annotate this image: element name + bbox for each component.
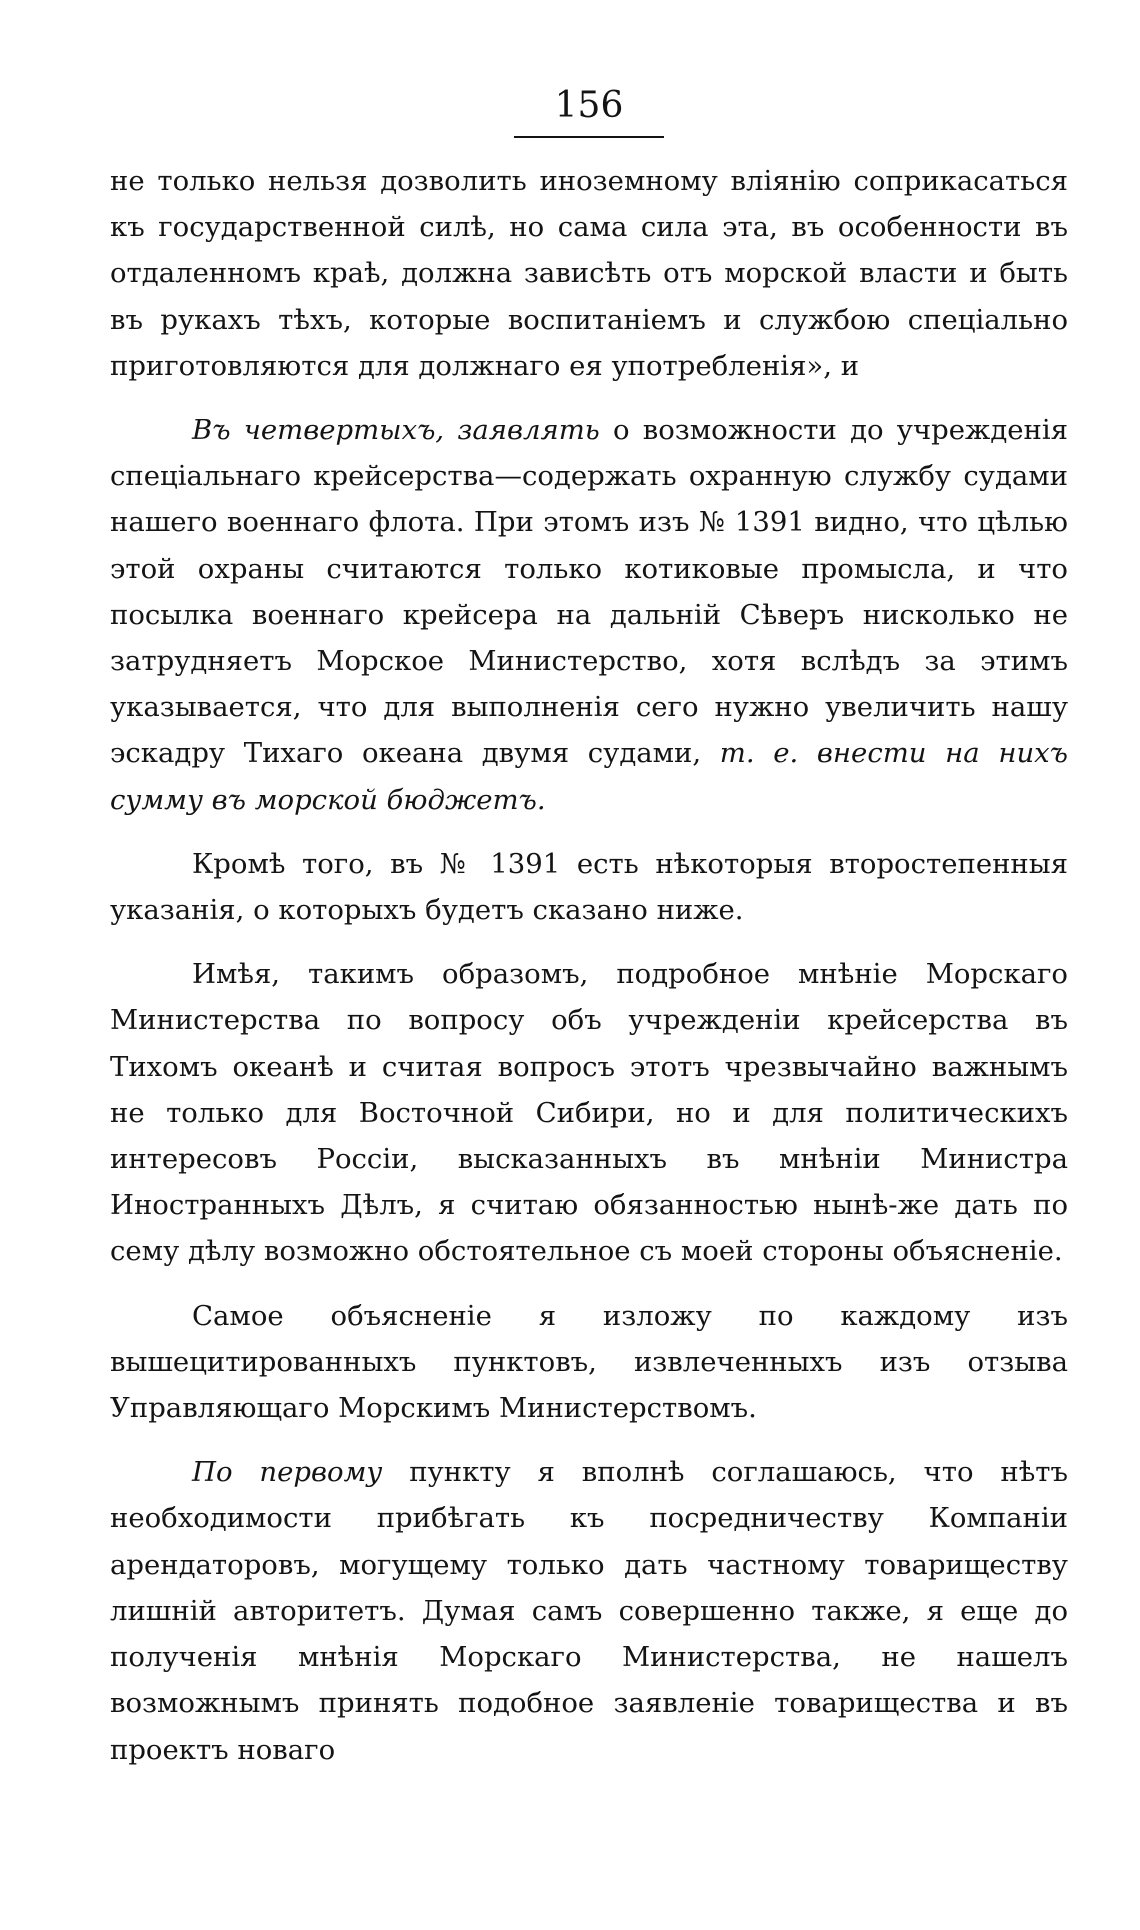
paragraph-1 bbox=[110, 158, 1068, 389]
italic-phrase: Въ четвертыхъ, заявлять bbox=[192, 414, 600, 447]
paragraph-3 bbox=[110, 841, 1068, 933]
paragraph-6 bbox=[110, 1449, 1068, 1772]
paragraph-text: о возможности до учрежденiя спецiальнаго крейсерства—содержать охранную службу судами нашего военнаго флота. При этомъ изъ № 1391 видно, что цѣлью этой охраны считаются только котиковые промысла, и что посылка военнаго крейсера на дальнiй Сѣверъ нисколько не затрудняетъ Морское Министерство, хотя вслѣдъ за этимъ указывается, что для выполненiя сего нужно увеличить нашу эскадру Тихаго океана двумя судами, bbox=[110, 414, 1068, 770]
page-number: 156 bbox=[514, 84, 664, 138]
book-page bbox=[110, 60, 1068, 1791]
italic-phrase: т. е. внести на нихъ сумму въ морской бюджетъ. bbox=[110, 737, 1068, 816]
paragraph-text: Имѣя, такимъ образомъ, подробное мнѣнiе Морскаго Министерства по вопросу объ учрежденiи крейсерства въ Тихомъ океанѣ и считая вопросъ этотъ чрезвычайно важнымъ не только для Восточной Сибири, но и для политическихъ интересовъ Россiи, высказанныхъ въ мнѣнiи Министра Иностранныхъ Дѣлъ, я считаю обязанностью нынѣ-же дать по сему дѣлу возможно обстоятельное съ моей стороны объясненiе. bbox=[110, 958, 1068, 1268]
body-text bbox=[110, 158, 1068, 1773]
paragraph-text: Самое объясненiе я изложу по каждому изъ вышецитированныхъ пунктовъ, извлеченныхъ изъ отзыва Управляющаго Морскимъ Министерствомъ. bbox=[110, 1299, 1068, 1425]
paragraph-4 bbox=[110, 951, 1068, 1274]
italic-phrase: По первому bbox=[192, 1456, 383, 1489]
paragraph-5 bbox=[110, 1293, 1068, 1432]
paragraph-2 bbox=[110, 407, 1068, 823]
paragraph-text: пункту я вполнѣ соглашаюсь, что нѣтъ необходимости прибѣгать къ посредничеству Компанiи арендаторовъ, могущему только дать частному товариществу лишнiй авторитетъ. Думая самъ совершенно также, я еще до полученiя мнѣнiя Морскаго Министерства, не нашелъ возможнымъ принять подобное заявленiе товарищества и въ проектъ новаго bbox=[110, 1456, 1069, 1766]
paragraph-text: Кромѣ того, въ № 1391 есть нѣкоторыя второстепенныя указанiя, о которыхъ будетъ сказано ниже. bbox=[110, 847, 1068, 927]
paragraph-text: не только нельзя дозволить иноземному влiянiю соприкасаться къ государственной силѣ, но сама сила эта, въ особенности въ отдаленномъ краѣ, должна зависѣть отъ морской власти и быть въ рукахъ тѣхъ, которые воспитанiемъ и службою спецiально приготовляются для должнаго ея употребленiя», и bbox=[110, 165, 1068, 382]
